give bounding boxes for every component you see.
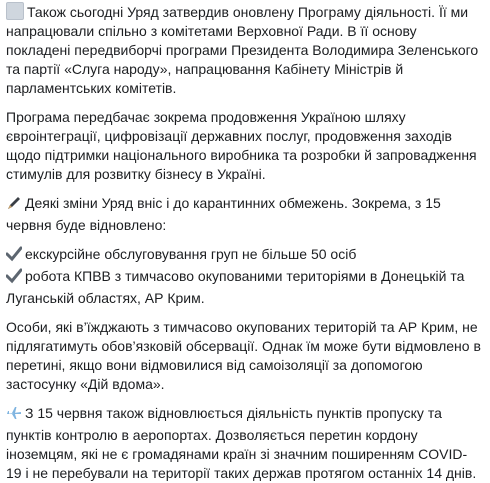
paragraph-quarantine: [6, 194, 482, 235]
airplane-icon: [6, 405, 22, 426]
image-placeholder-icon: [6, 2, 24, 20]
paragraph-program-details: Програма передбачає зокрема продовження Україною шляху євроінтеграції, цифровізації державних послуг, продовження заходів щодо підтримки національного виробника та розробки й запровадження стимулів для розвитку бізнесу в Україні.: [6, 109, 477, 182]
paragraph-program: [6, 2, 482, 98]
paragraph-occupied-territories: Особи, які в’їжджають з тимчасово окупованих територій та АР Крим, не підлягатимуть обов’язковій обсервації. Однак їм може бути відмовлено в перетині, якщо вони відмовилися від самоізоляції за допомогою застосунку «Дій вдома».: [6, 319, 481, 392]
paragraph-border-text: З 15 червня також відновлюється діяльність пунктів пропуску та пунктів контролю в аеропортах. Дозволяється перетин кордону іноземцям, які не є громадянами країн зі значним поширенням COVID-19 і не перебували на території таких держав протягом останніх 14 днів.: [6, 405, 477, 481]
paragraph-quarantine-text: Деякі зміни Уряд вніс і до карантинних обмежень. Зокрема, з 15 червня буде відновлено:: [6, 195, 441, 233]
paragraph-program-text: Також сьогодні Уряд затвердив оновлену Програму діяльності. Її ми напрацювали спільно з комітетами Верховної Ради. В її основу покладені передвиборчі програми Президента Володимира Зеленського та партії «Слуга народу», напрацювання Кабінету Міністрів й парламентських комітетів.: [6, 4, 479, 96]
list-item: [6, 267, 482, 308]
check-mark-icon: [6, 268, 22, 289]
list-item: [6, 245, 482, 267]
list-item-text: робота КПВВ з тимчасово окупованими територіями в Донецькій та Луганській областях, АР Крим.: [6, 268, 465, 306]
pen-icon: [6, 195, 22, 216]
check-mark-icon: [6, 246, 22, 267]
paragraph-border: [6, 404, 482, 483]
list-item-text: екскурсійне обслуговування груп не більше 50 осіб: [25, 246, 357, 262]
